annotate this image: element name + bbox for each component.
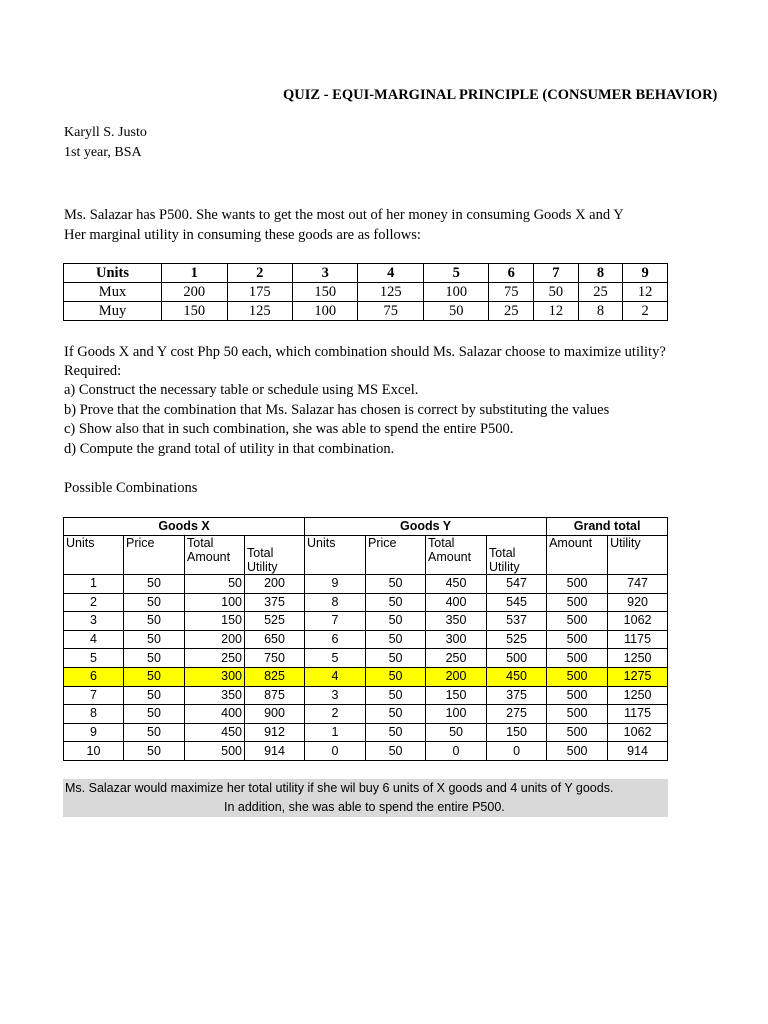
mu-cell: 100	[423, 283, 488, 302]
combination-cell: 650	[245, 630, 305, 649]
combination-cell: 750	[245, 649, 305, 668]
combination-cell: 825	[245, 667, 305, 686]
sub-header-row	[64, 536, 668, 575]
combination-cell: 4	[64, 630, 124, 649]
combination-cell: 9	[305, 575, 366, 594]
combination-cell: 0	[426, 742, 487, 761]
combination-cell: 250	[185, 649, 245, 668]
grand-utility-header: Utility	[608, 536, 668, 575]
combination-cell: 500	[547, 667, 608, 686]
mu-header-cell: 3	[292, 264, 357, 283]
combination-cell: 2	[64, 593, 124, 612]
required-b: b) Prove that the combination that Ms. Salazar has chosen is correct by substituting the values	[64, 402, 610, 418]
required-label: Required:	[64, 363, 122, 379]
combination-cell: 50	[366, 575, 426, 594]
author-year: 1st year, BSA	[64, 145, 142, 160]
grand-amount-header: Amount	[547, 536, 608, 575]
combinations-label: Possible Combinations	[64, 480, 198, 496]
x-price-header: Price	[124, 536, 185, 575]
combination-cell: 6	[64, 667, 124, 686]
combination-cell: 0	[487, 742, 547, 761]
y-amount-header: Total Amount	[426, 536, 487, 575]
combination-cell: 500	[547, 575, 608, 594]
mu-header-cell: 8	[578, 264, 623, 283]
combination-cell: 1175	[608, 630, 668, 649]
conclusion-box	[63, 779, 668, 817]
mu-cell: 50	[534, 283, 579, 302]
author-name: Karyll S. Justo	[64, 125, 147, 140]
combination-row-optimal	[64, 667, 668, 686]
combinations-table	[63, 517, 668, 761]
combination-cell: 1275	[608, 667, 668, 686]
required-a: a) Construct the necessary table or schedule using MS Excel.	[64, 382, 419, 398]
combination-cell: 200	[245, 575, 305, 594]
mu-cell: 175	[227, 283, 292, 302]
conclusion-line-1: Ms. Salazar would maximize her total utility if she wil buy 6 units of X goods and 4 units of Y goods.	[65, 781, 614, 795]
combination-cell: 4	[305, 667, 366, 686]
combination-cell: 920	[608, 593, 668, 612]
combination-cell: 5	[64, 649, 124, 668]
problem-line-1: Ms. Salazar has P500. She wants to get the most out of her money in consuming Goods X and Y	[64, 207, 624, 223]
combination-cell: 300	[426, 630, 487, 649]
conclusion-line-2: In addition, she was able to spend the entire P500.	[224, 800, 505, 814]
mu-cell: 125	[358, 283, 423, 302]
combination-cell: 500	[547, 649, 608, 668]
combination-cell: 100	[185, 593, 245, 612]
combination-cell: 525	[487, 630, 547, 649]
x-amount-header: Total Amount	[185, 536, 245, 575]
x-utility-header: Total Utility	[245, 536, 305, 575]
combination-cell: 914	[245, 742, 305, 761]
combination-cell: 350	[185, 686, 245, 705]
combination-row	[64, 649, 668, 668]
mu-cell: 75	[358, 302, 423, 321]
combination-cell: 350	[426, 612, 487, 631]
combination-cell: 300	[185, 667, 245, 686]
combination-cell: 50	[124, 575, 185, 594]
mu-cell: 200	[162, 283, 227, 302]
combination-cell: 500	[547, 630, 608, 649]
combination-cell: 50	[185, 575, 245, 594]
combination-row	[64, 705, 668, 724]
combination-row	[64, 612, 668, 631]
mu-cell: 2	[623, 302, 668, 321]
combination-cell: 450	[426, 575, 487, 594]
goods-x-header: Goods X	[64, 518, 305, 536]
question-text: If Goods X and Y cost Php 50 each, which combination should Ms. Salazar choose to maximize utility?	[64, 344, 666, 360]
combination-cell: 50	[366, 705, 426, 724]
mu-cell: 8	[578, 302, 623, 321]
combination-cell: 50	[366, 723, 426, 742]
combination-cell: 375	[487, 686, 547, 705]
combination-row	[64, 593, 668, 612]
combination-cell: 1	[64, 575, 124, 594]
combination-cell: 50	[124, 593, 185, 612]
combination-cell: 875	[245, 686, 305, 705]
combination-cell: 8	[64, 705, 124, 724]
mu-row-x	[64, 283, 668, 302]
combination-cell: 50	[366, 667, 426, 686]
problem-line-2: Her marginal utility in consuming these goods are as follows:	[64, 227, 421, 243]
combination-cell: 500	[547, 612, 608, 631]
combination-cell: 500	[547, 742, 608, 761]
mu-header-cell: 9	[623, 264, 668, 283]
combination-cell: 50	[366, 649, 426, 668]
combination-cell: 500	[487, 649, 547, 668]
combination-cell: 525	[245, 612, 305, 631]
required-d: d) Compute the grand total of utility in that combination.	[64, 441, 395, 457]
combination-cell: 50	[366, 593, 426, 612]
quiz-title: QUIZ - EQUI-MARGINAL PRINCIPLE (CONSUMER BEHAVIOR)	[283, 87, 718, 103]
grand-total-header: Grand total	[547, 518, 668, 536]
combination-row	[64, 686, 668, 705]
combination-cell: 545	[487, 593, 547, 612]
combination-cell: 450	[487, 667, 547, 686]
mu-header-cell: 7	[534, 264, 579, 283]
combination-cell: 50	[366, 686, 426, 705]
mu-header-cell: 5	[423, 264, 488, 283]
combination-cell: 1062	[608, 723, 668, 742]
mu-header-cell: 6	[489, 264, 534, 283]
combination-cell: 50	[124, 686, 185, 705]
combination-cell: 150	[185, 612, 245, 631]
combination-cell: 400	[426, 593, 487, 612]
combination-cell: 7	[305, 612, 366, 631]
mu-cell: 150	[292, 283, 357, 302]
mu-header-cell: 2	[227, 264, 292, 283]
combination-cell: 500	[185, 742, 245, 761]
combination-cell: 50	[124, 649, 185, 668]
mu-cell: 12	[534, 302, 579, 321]
combination-cell: 150	[426, 686, 487, 705]
y-price-header: Price	[366, 536, 426, 575]
combination-cell: 10	[64, 742, 124, 761]
combination-cell: 912	[245, 723, 305, 742]
combination-cell: 50	[124, 612, 185, 631]
combination-cell: 50	[124, 705, 185, 724]
combination-cell: 8	[305, 593, 366, 612]
combination-cell: 400	[185, 705, 245, 724]
combination-cell: 500	[547, 593, 608, 612]
combination-cell: 1	[305, 723, 366, 742]
combination-cell: 100	[426, 705, 487, 724]
mu-cell: 150	[162, 302, 227, 321]
combination-cell: 50	[426, 723, 487, 742]
combination-cell: 1250	[608, 686, 668, 705]
mu-cell: 75	[489, 283, 534, 302]
mu-cell: Muy	[64, 302, 162, 321]
combination-cell: 200	[185, 630, 245, 649]
combination-cell: 537	[487, 612, 547, 631]
required-c: c) Show also that in such combination, she was able to spend the entire P500.	[64, 421, 514, 437]
mu-cell: 100	[292, 302, 357, 321]
combination-row	[64, 575, 668, 594]
mu-cell: Mux	[64, 283, 162, 302]
combination-row	[64, 742, 668, 761]
combination-row	[64, 723, 668, 742]
combination-cell: 200	[426, 667, 487, 686]
combination-cell: 500	[547, 686, 608, 705]
goods-y-header: Goods Y	[305, 518, 547, 536]
combination-cell: 5	[305, 649, 366, 668]
combination-cell: 50	[124, 630, 185, 649]
mu-header-cell: 4	[358, 264, 423, 283]
mu-cell: 50	[423, 302, 488, 321]
combination-cell: 747	[608, 575, 668, 594]
combination-cell: 1250	[608, 649, 668, 668]
combination-cell: 150	[487, 723, 547, 742]
combination-cell: 2	[305, 705, 366, 724]
y-utility-header: Total Utility	[487, 536, 547, 575]
mu-cell: 25	[578, 283, 623, 302]
combination-cell: 6	[305, 630, 366, 649]
combination-cell: 50	[124, 742, 185, 761]
combinations-body	[64, 575, 668, 761]
combination-row	[64, 630, 668, 649]
combination-cell: 9	[64, 723, 124, 742]
combination-cell: 50	[366, 742, 426, 761]
group-header-row	[64, 518, 668, 536]
combination-cell: 50	[366, 612, 426, 631]
mu-header-cell: Units	[64, 264, 162, 283]
combination-cell: 1062	[608, 612, 668, 631]
marginal-utility-table	[63, 263, 668, 321]
mu-row-y	[64, 302, 668, 321]
combination-cell: 50	[124, 667, 185, 686]
combination-cell: 547	[487, 575, 547, 594]
mu-cell: 125	[227, 302, 292, 321]
combination-cell: 7	[64, 686, 124, 705]
mu-header-row	[64, 264, 668, 283]
combination-cell: 1175	[608, 705, 668, 724]
combination-cell: 500	[547, 723, 608, 742]
mu-cell: 12	[623, 283, 668, 302]
combination-cell: 50	[366, 630, 426, 649]
y-units-header: Units	[305, 536, 366, 575]
combination-cell: 900	[245, 705, 305, 724]
combination-cell: 50	[124, 723, 185, 742]
combination-cell: 500	[547, 705, 608, 724]
mu-header-cell: 1	[162, 264, 227, 283]
combination-cell: 375	[245, 593, 305, 612]
combination-cell: 3	[64, 612, 124, 631]
combination-cell: 450	[185, 723, 245, 742]
mu-cell: 25	[489, 302, 534, 321]
combination-cell: 3	[305, 686, 366, 705]
combination-cell: 250	[426, 649, 487, 668]
combination-cell: 914	[608, 742, 668, 761]
combination-cell: 0	[305, 742, 366, 761]
combination-cell: 275	[487, 705, 547, 724]
x-units-header: Units	[64, 536, 124, 575]
